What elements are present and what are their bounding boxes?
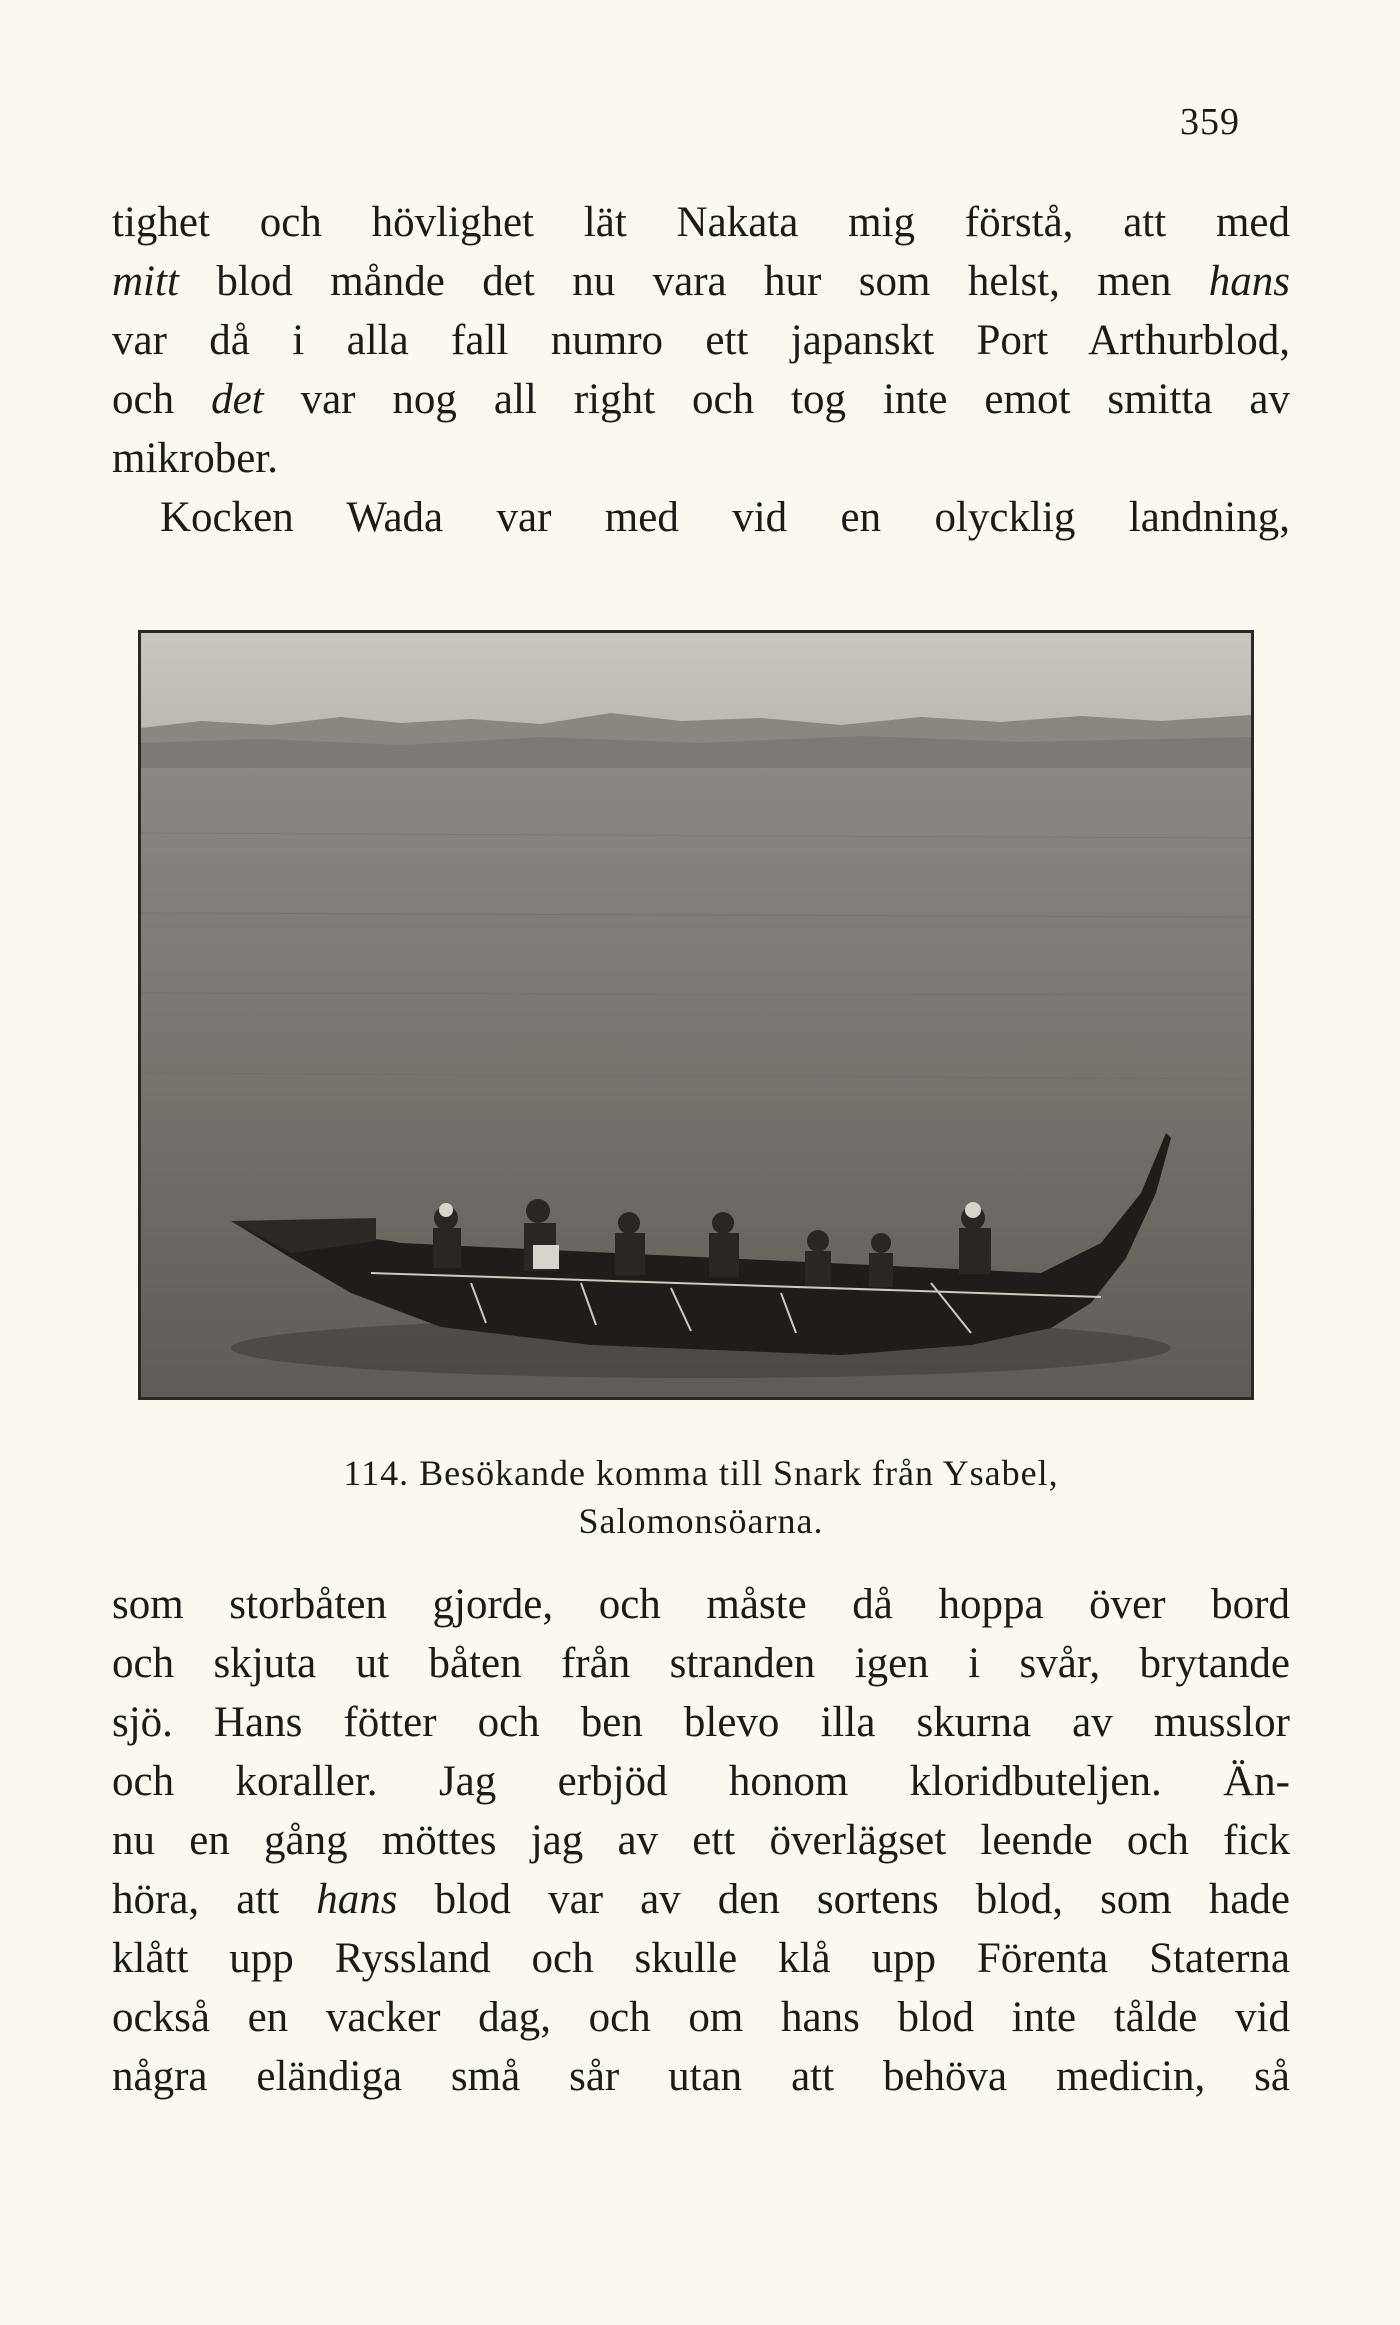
text-line: var då i alla fall numro ett japanskt Port Arthurblod, — [112, 317, 1290, 364]
paragraph-top — [112, 193, 1290, 547]
text-span: blod månde det nu vara hur som helst, men — [178, 258, 1209, 305]
text-line — [112, 370, 1290, 429]
figure-caption-line: Salomonsöarna. — [578, 1501, 824, 1541]
text-line: också en vacker dag, och om hans blod inte tålde vid — [112, 1994, 1290, 2041]
text-line: nu en gång möttes jag av ett överlägset leende och fick — [112, 1817, 1290, 1864]
text-line — [112, 252, 1290, 311]
text-line: mikrober. — [112, 435, 278, 482]
italic-word: mitt — [112, 258, 179, 305]
text-line: tighet och hövlighet lät Nakata mig förstå, att med — [112, 199, 1290, 246]
text-line: några eländiga små sår utan att behöva medicin, så — [112, 2053, 1290, 2100]
italic-word: hans — [1208, 258, 1290, 305]
text-span: höra, att — [112, 1876, 317, 1923]
text-line: klått upp Ryssland och skulle klå upp Förenta Staterna — [112, 1935, 1290, 1982]
text-span: var nog all right och tog inte emot smitta av — [263, 376, 1290, 423]
text-line: sjö. Hans fötter och ben blevo illa skurna av musslor — [112, 1699, 1290, 1746]
text-line: som storbåten gjorde, och måste då hoppa över bord — [112, 1581, 1290, 1628]
page-number: 359 — [1180, 101, 1240, 143]
canoe-photo-illustration — [141, 633, 1251, 1397]
italic-word: det — [211, 376, 264, 423]
text-line — [112, 1870, 1290, 1929]
italic-word: hans — [316, 1876, 398, 1923]
text-line: Kocken Wada var med vid en olycklig landning, — [160, 494, 1290, 541]
paragraph-bottom — [112, 1575, 1290, 2106]
text-line: och skjuta ut båten från stranden igen i svår, brytande — [112, 1640, 1290, 1687]
text-span: och — [112, 376, 212, 423]
figure-caption-line: 114. Besökande komma till Snark från Ysabel, — [343, 1453, 1059, 1493]
photograph-canoe — [138, 630, 1254, 1400]
text-line: och koraller. Jag erbjöd honom kloridbuteljen. Än- — [112, 1758, 1290, 1805]
text-span: blod var av den sortens blod, som hade — [397, 1876, 1290, 1923]
